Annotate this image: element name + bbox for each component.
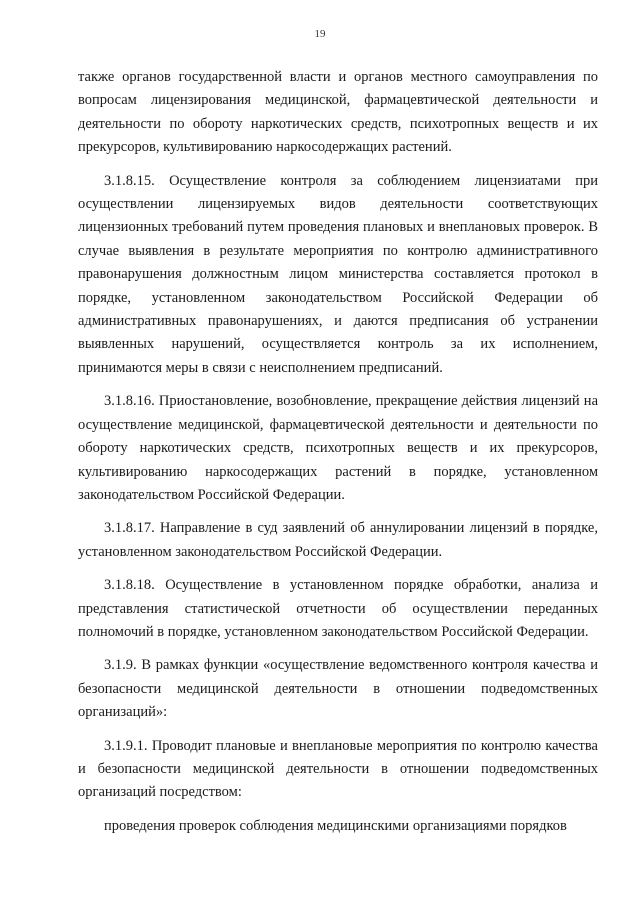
paragraph-3-1-9-1: 3.1.9.1. Проводит плановые и внеплановые мероприятия по контролю качества и безопасности медицинской деятельности в отношении подведомственных организаций посредством: xyxy=(78,737,598,801)
paragraph-3-1-8-18: 3.1.8.18. Осуществление в установленном порядке обработки, анализа и представления статистической отчетности об осуществлении переданных полномочий в порядке, установленном законодательством Российской Федерации. xyxy=(78,577,598,640)
paragraph-inspections: проведения проверок соблюдения медицинскими организациями порядков xyxy=(104,817,567,834)
paragraph-3-1-8-16: 3.1.8.16. Приостановление, возобновление, прекращение действия лицензий на осуществление медицинской, фармацевтической деятельности и деятельности по обороту наркотических средств, психотропных веществ и их прекурсоров, культивированию наркосодержащих растений в порядке, установленном законодательством Российской Федерации. xyxy=(78,393,598,503)
paragraph-3-1-8-15: 3.1.8.15. Осуществление контроля за соблюдением лицензиатами при осуществлении лицензируемых видов деятельности соответствующих лицензионных требований путем проведения плановых и внеплановых проверок. В случае выявления в результате мероприятия по контролю административного правонарушения должностным лицом министерства составляется протокол в порядке, установленном законодательством Российской Федерации об административных правонарушениях, и даются предписания об устранении выявленных нарушений, осуществляется контроль за их исполнением, принимаются меры в связи с неисполнением предписаний. xyxy=(78,172,598,376)
paragraph-3-1-9: 3.1.9. В рамках функции «осуществление ведомственного контроля качества и безопасности медицинской деятельности в отношении подведомственных организаций»: xyxy=(78,657,598,721)
paragraph-3-1-8-17: 3.1.8.17. Направление в суд заявлений об аннулировании лицензий в порядке, установленном законодательством Российской Федерации. xyxy=(78,520,598,560)
paragraph-continuation: также органов государственной власти и органов местного самоуправления по вопросам лицензирования медицинской, фармацевтической деятельности и деятельности по обороту наркотических средств, психотропных веществ и их прекурсоров, культивированию наркосодержащих растений. xyxy=(78,69,598,156)
document-body xyxy=(78,66,598,848)
page-number: 19 xyxy=(314,28,326,40)
